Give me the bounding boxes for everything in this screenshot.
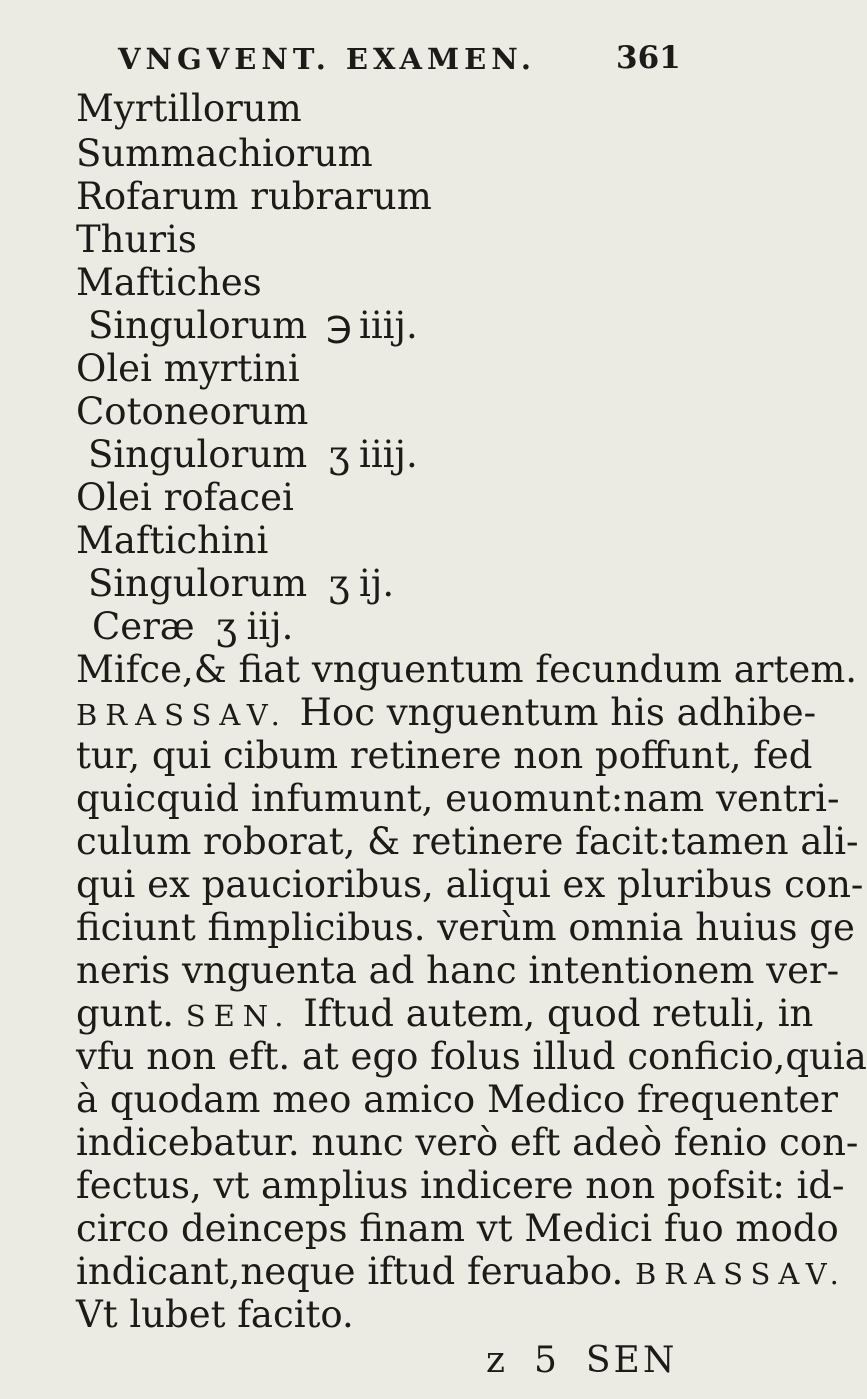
body-line: BRASSAV. Hoc vnguentum his adhibe- [76,691,817,734]
recipe-quantity-line: Ceræ ʒ iij. [92,605,294,648]
recipe-line: Cotoneorum [76,390,309,433]
signature-number: 5 [533,1340,560,1381]
recipe-line: Maftichini [76,519,269,562]
body-line: à quodam meo amico Medico frequenter [76,1078,838,1121]
recipe-line: Thuris [76,218,197,261]
page-number: 361 [616,40,681,76]
body-line: indicebatur. nunc verò eft adeò fenio con- [76,1121,859,1164]
recipe-line: Olei myrtini [76,347,300,390]
body-line: qui ex paucioribus, aliqui ex pluribus con- [76,863,864,906]
speaker-brassau: BRASSAV. [76,698,288,732]
body-line: quicquid infumunt, euomunt:nam ventri- [76,777,840,820]
signature-mark: z [486,1340,508,1381]
catchword: SEN [585,1340,678,1381]
recipe-line: Summachiorum [76,132,373,175]
speaker-brassau: BRASSAV. [635,1257,847,1291]
recipe-line: Myrtillorum [76,87,302,130]
recipe-line: Olei rofacei [76,476,294,519]
speaker-sen: SEN. [185,999,292,1033]
dram-symbol: ʒ [328,433,350,476]
scruple-symbol: ℈ [326,304,352,347]
body-line: gunt. SEN. Iftud autem, quod retuli, in [76,992,814,1035]
body-line: fectus, vt amplius indicere non pofsit: id- [76,1164,845,1207]
body-line: culum roborat, & retinere facit:tamen ali- [76,820,859,863]
dram-symbol: ʒ [328,562,350,605]
body-line: ficiunt fimplicibus. verùm omnia huius ge [76,906,855,949]
dram-symbol: ʒ [215,605,237,648]
body-line: Mifce,& fiat vnguentum fecundum artem. [76,648,858,691]
catchword-line [486,1340,703,1381]
recipe-quantity-line: Singulorum ℈ iiij. [88,304,418,347]
body-line: Vt lubet facito. [76,1293,354,1336]
body-line: indicant,neque iftud feruabo. BRASSAV. [76,1250,847,1293]
body-line: neris vnguenta ad hanc intentionem ver- [76,949,840,992]
running-title: VNGVENT. EXAMEN. [118,42,536,76]
body-line: circo deinceps finam vt Medici fuo modo [76,1207,839,1250]
body-line: tur, qui cibum retinere non poffunt, fed [76,734,813,777]
recipe-quantity-line: Singulorum ʒ ij. [88,562,395,605]
recipe-line: Maftiches [76,261,262,304]
body-line: vfu non eft. at ego folus illud conficio,quia [76,1035,867,1078]
recipe-quantity-line: Singulorum ʒ iiij. [88,433,418,476]
recipe-line: Rofarum rubrarum [76,175,432,218]
